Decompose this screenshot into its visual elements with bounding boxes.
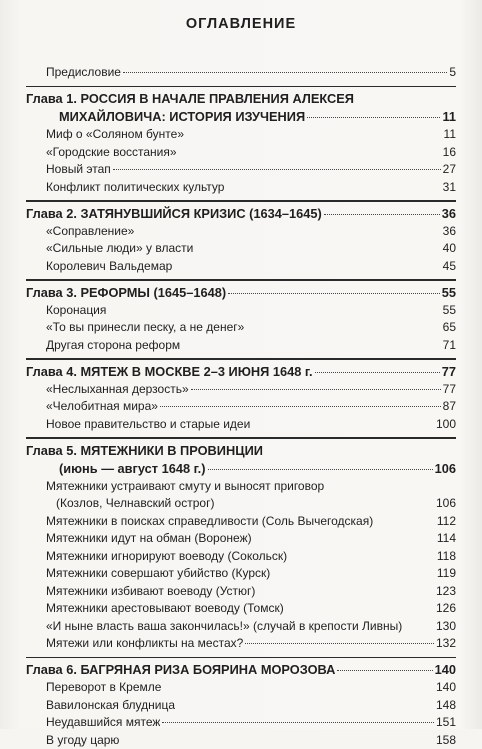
toc-entry[interactable] bbox=[26, 258, 456, 276]
toc-entry[interactable] bbox=[26, 223, 456, 241]
toc-page-number: 36 bbox=[443, 223, 456, 241]
toc-page-number: 16 bbox=[443, 144, 456, 162]
dot-leader bbox=[113, 169, 441, 170]
toc-entry-title: «И ныне власть ваша закончилась!» (случай в крепости Ливны) bbox=[26, 618, 402, 636]
toc-page-number: 106 bbox=[436, 495, 456, 513]
toc-entry[interactable] bbox=[26, 478, 456, 496]
toc-page-number: 55 bbox=[443, 302, 456, 320]
toc-entry[interactable] bbox=[26, 144, 456, 162]
toc-page-number: 132 bbox=[436, 635, 456, 653]
dot-leader bbox=[123, 72, 447, 73]
toc-chapter[interactable] bbox=[26, 363, 456, 381]
toc-entry[interactable] bbox=[26, 64, 456, 82]
dot-leader bbox=[160, 406, 441, 407]
toc-entry-title: Миф о «Соляном бунте» bbox=[26, 126, 184, 144]
section-divider bbox=[26, 437, 456, 439]
dot-leader bbox=[228, 293, 440, 294]
toc-page-number: 106 bbox=[435, 460, 456, 478]
toc-page-number: 123 bbox=[436, 583, 456, 601]
table-of-contents bbox=[26, 64, 456, 749]
toc-entry-title: Глава 4. МЯТЕЖ В МОСКВЕ 2–3 ИЮНЯ 1648 г. bbox=[26, 363, 313, 381]
toc-page-number: 40 bbox=[443, 240, 456, 258]
toc-entry[interactable] bbox=[26, 319, 456, 337]
toc-entry-title: Мятежники игнорируют воеводу (Сокольск) bbox=[26, 548, 287, 566]
dot-leader bbox=[191, 389, 441, 390]
toc-heading: ОГЛАВЛЕНИЕ bbox=[0, 16, 482, 32]
toc-entry[interactable] bbox=[26, 679, 456, 697]
toc-entry-title: Другая сторона реформ bbox=[26, 337, 180, 355]
toc-page-number: 118 bbox=[437, 548, 456, 566]
toc-entry-title: Глава 1. РОССИЯ В НАЧАЛЕ ПРАВЛЕНИЯ АЛЕКСЕЯ bbox=[26, 90, 354, 108]
toc-entry-title: МИХАЙЛОВИЧА: ИСТОРИЯ ИЗУЧЕНИЯ bbox=[26, 108, 305, 126]
toc-entry-title: Переворот в Кремле bbox=[26, 679, 161, 697]
toc-entry[interactable] bbox=[26, 126, 456, 144]
toc-chapter[interactable] bbox=[26, 90, 456, 108]
toc-page-number: 27 bbox=[443, 161, 456, 179]
section-divider bbox=[26, 358, 456, 360]
toc-page-number: 55 bbox=[442, 284, 456, 302]
toc-entry[interactable] bbox=[26, 600, 456, 618]
toc-entry[interactable] bbox=[26, 513, 456, 531]
section-divider bbox=[26, 200, 456, 202]
toc-entry-title: Неудавшийся мятеж bbox=[26, 714, 160, 732]
toc-entry-title: Конфликт политических культур bbox=[26, 179, 224, 197]
section-divider bbox=[26, 279, 456, 281]
toc-page-number: 140 bbox=[436, 679, 456, 697]
dot-leader bbox=[315, 372, 440, 373]
toc-entry-title: «То вы принесли песку, а не денег» bbox=[26, 319, 244, 337]
toc-entry[interactable] bbox=[26, 416, 456, 434]
toc-entry-title: Королевич Вальдемар bbox=[26, 258, 172, 276]
toc-entry[interactable] bbox=[26, 548, 456, 566]
toc-entry[interactable] bbox=[26, 530, 456, 548]
toc-entry-title: (июнь — август 1648 г.) bbox=[26, 460, 206, 478]
toc-entry[interactable] bbox=[26, 732, 456, 749]
toc-entry-title: «Соправление» bbox=[26, 223, 134, 241]
toc-entry-title: «Сильные люди» у власти bbox=[26, 240, 193, 258]
toc-page-number: 114 bbox=[437, 530, 456, 548]
toc-entry-title: Глава 3. РЕФОРМЫ (1645–1648) bbox=[26, 284, 226, 302]
toc-entry[interactable] bbox=[26, 302, 456, 320]
toc-entry[interactable] bbox=[26, 398, 456, 416]
toc-page-number: 87 bbox=[443, 398, 456, 416]
toc-entry-title: Глава 6. БАГРЯНАЯ РИЗА БОЯРИНА МОРОЗОВА bbox=[26, 661, 335, 679]
toc-entry-title: Мятежи или конфликты на местах? bbox=[26, 635, 243, 653]
toc-entry-title: (Козлов, Челнавский острог) bbox=[56, 495, 214, 513]
section-divider bbox=[26, 86, 456, 88]
toc-entry-title: Мятежники арестовывают воеводу (Томск) bbox=[26, 600, 284, 618]
toc-entry-title: Глава 5. МЯТЕЖНИКИ В ПРОВИНЦИИ bbox=[26, 442, 263, 460]
toc-entry-title: «Челобитная мира» bbox=[26, 398, 158, 416]
toc-page-number: 11 bbox=[442, 108, 456, 126]
toc-page-number: 36 bbox=[442, 205, 456, 223]
toc-page-number: 151 bbox=[436, 714, 456, 732]
toc-page-number: 71 bbox=[443, 337, 456, 355]
toc-entry-title: В угоду царю bbox=[26, 732, 119, 749]
dot-leader bbox=[208, 469, 433, 470]
toc-page-number: 119 bbox=[437, 565, 456, 583]
section-divider bbox=[26, 657, 456, 659]
toc-page-number: 77 bbox=[443, 381, 456, 399]
dot-leader bbox=[324, 214, 440, 215]
toc-page-number: 11 bbox=[444, 126, 456, 144]
toc-page-number: 65 bbox=[443, 319, 456, 337]
toc-entry[interactable] bbox=[26, 179, 456, 197]
toc-page-number: 112 bbox=[437, 513, 456, 531]
toc-chapter[interactable] bbox=[26, 442, 456, 460]
toc-page-number: 5 bbox=[449, 64, 456, 82]
toc-entry-title: Предисловие bbox=[26, 64, 121, 82]
dot-leader bbox=[337, 670, 432, 671]
dot-leader bbox=[245, 643, 434, 644]
toc-entry-title: Мятежники избивают воеводу (Устюг) bbox=[26, 583, 255, 601]
toc-entry[interactable] bbox=[26, 381, 456, 399]
toc-entry-title: Мятежники в поисках справедливости (Соль Вычегодская) bbox=[26, 513, 373, 531]
toc-entry[interactable] bbox=[26, 697, 456, 715]
toc-entry[interactable] bbox=[26, 565, 456, 583]
toc-page-number: 130 bbox=[436, 618, 456, 636]
toc-chapter[interactable] bbox=[26, 284, 456, 302]
toc-entry-title: «Городские восстания» bbox=[26, 144, 177, 162]
toc-entry[interactable] bbox=[26, 583, 456, 601]
toc-entry-title: Мятежники совершают убийство (Курск) bbox=[26, 565, 270, 583]
toc-entry-title: Новое правительство и старые идеи bbox=[26, 416, 250, 434]
toc-chapter[interactable] bbox=[26, 108, 456, 126]
dot-leader bbox=[307, 117, 440, 118]
toc-chapter[interactable] bbox=[26, 205, 456, 223]
toc-page-number: 126 bbox=[436, 600, 456, 618]
toc-entry[interactable] bbox=[26, 635, 456, 653]
toc-chapter[interactable] bbox=[26, 460, 456, 478]
toc-page-number: 100 bbox=[436, 416, 456, 434]
toc-entry[interactable] bbox=[26, 240, 456, 258]
toc-entry-title: Новый этап bbox=[26, 161, 111, 179]
toc-entry[interactable] bbox=[26, 161, 456, 179]
toc-page-number: 158 bbox=[436, 732, 456, 749]
toc-entry-title: Мятежники идут на обман (Воронеж) bbox=[26, 530, 252, 548]
toc-entry[interactable] bbox=[26, 495, 456, 513]
toc-entry-title: Вавилонская блудница bbox=[26, 697, 175, 715]
toc-entry-title: Мятежники устраивают смуту и выносят приговор bbox=[26, 478, 324, 496]
toc-entry[interactable] bbox=[26, 618, 456, 636]
toc-page-number: 45 bbox=[443, 258, 456, 276]
toc-entry-title: «Неслыханная дерзость» bbox=[26, 381, 189, 399]
dot-leader bbox=[162, 722, 434, 723]
toc-page-number: 31 bbox=[443, 179, 456, 197]
toc-entry-title: Коронация bbox=[26, 302, 106, 320]
toc-page-number: 148 bbox=[436, 697, 456, 715]
toc-entry[interactable] bbox=[26, 337, 456, 355]
toc-page-number: 140 bbox=[435, 661, 456, 679]
toc-entry-title: Глава 2. ЗАТЯНУВШИЙСЯ КРИЗИС (1634–1645) bbox=[26, 205, 322, 223]
toc-page-number: 77 bbox=[442, 363, 456, 381]
toc-chapter[interactable] bbox=[26, 661, 456, 679]
